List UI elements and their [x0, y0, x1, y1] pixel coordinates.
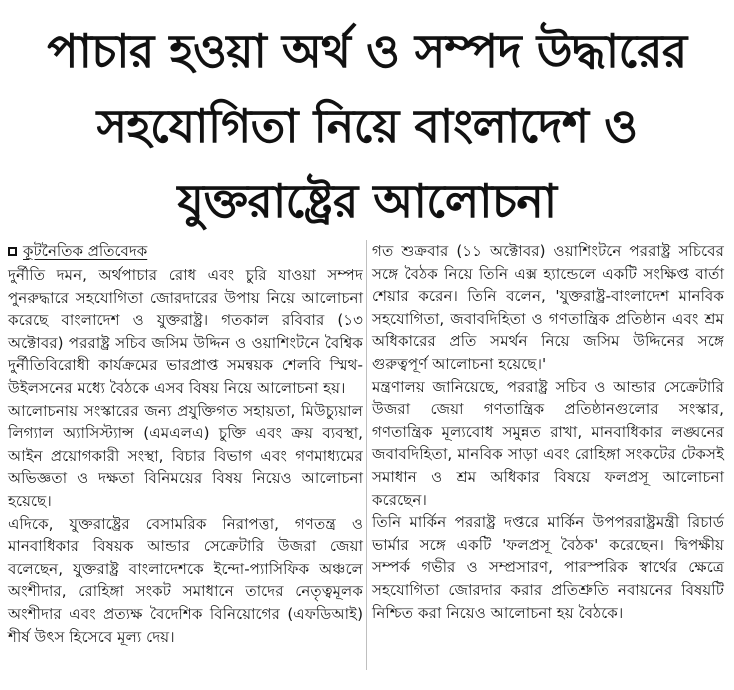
- article-column-left: [8, 240, 363, 648]
- headline-line-1: পাচার হওয়া অর্থ ও সম্পদ উদ্ধারের: [47, 24, 687, 78]
- paragraph: আলোচনায় সংস্কারের জন্য প্রযুক্তিগত সহায়তা, মিউচ্যুয়াল লিগ্যাল অ্যাসিস্ট্যান্স (এমএলএ) চুক্তি এবং ক্রয় ব্যবস্থা, আইন প্রয়োগকারী সংস্থা, বিচার বিভাগ এবং গণমাধ্যমের অভিজ্ঞতা ও দক্ষতা বিনিময়ের বিষয় নিয়েও আলোচনা হয়েছে।: [8, 401, 363, 510]
- paragraph: এদিকে, যুক্তরাষ্ট্রের বেসামরিক নিরাপত্তা, গণতন্ত্র ও মানবাধিকার বিষয়ক আন্ডার সেক্রেটারি উজরা জেয়া বলেছেন, যুক্তরাষ্ট্র বাংলাদেশকে ইন্দো-প্যাসিফিক অঞ্চলে অংশীদার, রোহিঙ্গা সংকট সমাধানে তাদের নেতৃত্বমূলক অংশীদার এবং প্রত্যক্ষ বৈদেশিক বিনিয়োগের (এফডিআই) শীর্ষ উৎস হিসেবে মূল্য দেয়।: [8, 514, 363, 646]
- paragraph: মন্ত্রণালয় জানিয়েছে, পররাষ্ট্র সচিব ও আন্ডার সেক্রেটারি উজরা জেয়া গণতান্ত্রিক প্রতিষ্ঠানগুলোর সংস্কার, গণতান্ত্রিক মূল্যবোধ সমুন্নত রাখা, মানবাধিকার লঙ্ঘনের জবাবদিহিতা, মানবিক সাড়া এবং রোহিঙ্গা সংকটের টেকসই সমাধান ও শ্রম অধিকার বিষয়ে ফলপ্রসূ আলোচনা করেছেন।: [372, 377, 724, 509]
- paragraph: তিনি মার্কিন পররাষ্ট্র দপ্তরে মার্কিন উপপররাষ্ট্রমন্ত্রী রিচার্ড ভার্মার সঙ্গে একটি 'ফলপ্রসূ বৈঠক' করেছেন। দ্বিপক্ষীয় সম্পর্ক গভীর ও সম্প্রসারণ, পারস্পরিক স্বার্থের ক্ষেত্রে সহযোগিতা জোরদার করার প্রতিশ্রুতি নবায়নের বিষয়টি নিশ্চিত করা নিয়েও আলোচনা হয় বৈঠকে।: [372, 513, 724, 622]
- square-bullet-icon: [8, 247, 17, 256]
- byline: [8, 240, 363, 262]
- column-divider: [366, 240, 367, 670]
- headline-line-2: সহযোগিতা নিয়ে বাংলাদেশ ও: [96, 99, 638, 153]
- byline-label: কূটনৈতিক প্রতিবেদক: [23, 242, 148, 260]
- headline-line-3: যুক্তরাষ্ট্রের আলোচনা: [177, 174, 557, 228]
- article-column-right: [372, 240, 724, 624]
- paragraph: দুর্নীতি দমন, অর্থপাচার রোধ এবং চুরি যাওয়া সম্পদ পুনরুদ্ধারে সহযোগিতা জোরদারের উপায় নিয়ে আলোচনা করেছে বাংলাদেশ ও যুক্তরাষ্ট্র। গতকাল রবিবার (১৩ অক্টোবর) পররাষ্ট্র সচিব জসিম উদ্দিন ও ওয়াশিংটনে বৈশ্বিক দুর্নীতিবিরোধী কার্যক্রমের ভারপ্রাপ্ত সমন্বয়ক শেলবি স্মিথ-উইলসনের মধ্যে বৈঠকে এসব বিষয় নিয়ে আলোচনা হয়।: [8, 266, 363, 397]
- headline: [14, 14, 720, 239]
- paragraph: গত শুক্রবার (১১ অক্টোবর) ওয়াশিংটনে পররাষ্ট্র সচিবের সঙ্গে বৈঠক নিয়ে তিনি এক্স হ্যান্ডেলে একটি সংক্ষিপ্ত বার্তা শেয়ার করেন। তিনি বলেন, 'যুক্তরাষ্ট্র-বাংলাদেশ মানবিক সহযোগিতা, জবাবদিহিতা ও গণতান্ত্রিক প্রতিষ্ঠান এবং শ্রম অধিকারের প্রতি সমর্থন নিয়ে জসিম উদ্দিনের সঙ্গে গুরুত্বপূর্ণ আলোচনা হয়েছে।': [372, 242, 724, 373]
